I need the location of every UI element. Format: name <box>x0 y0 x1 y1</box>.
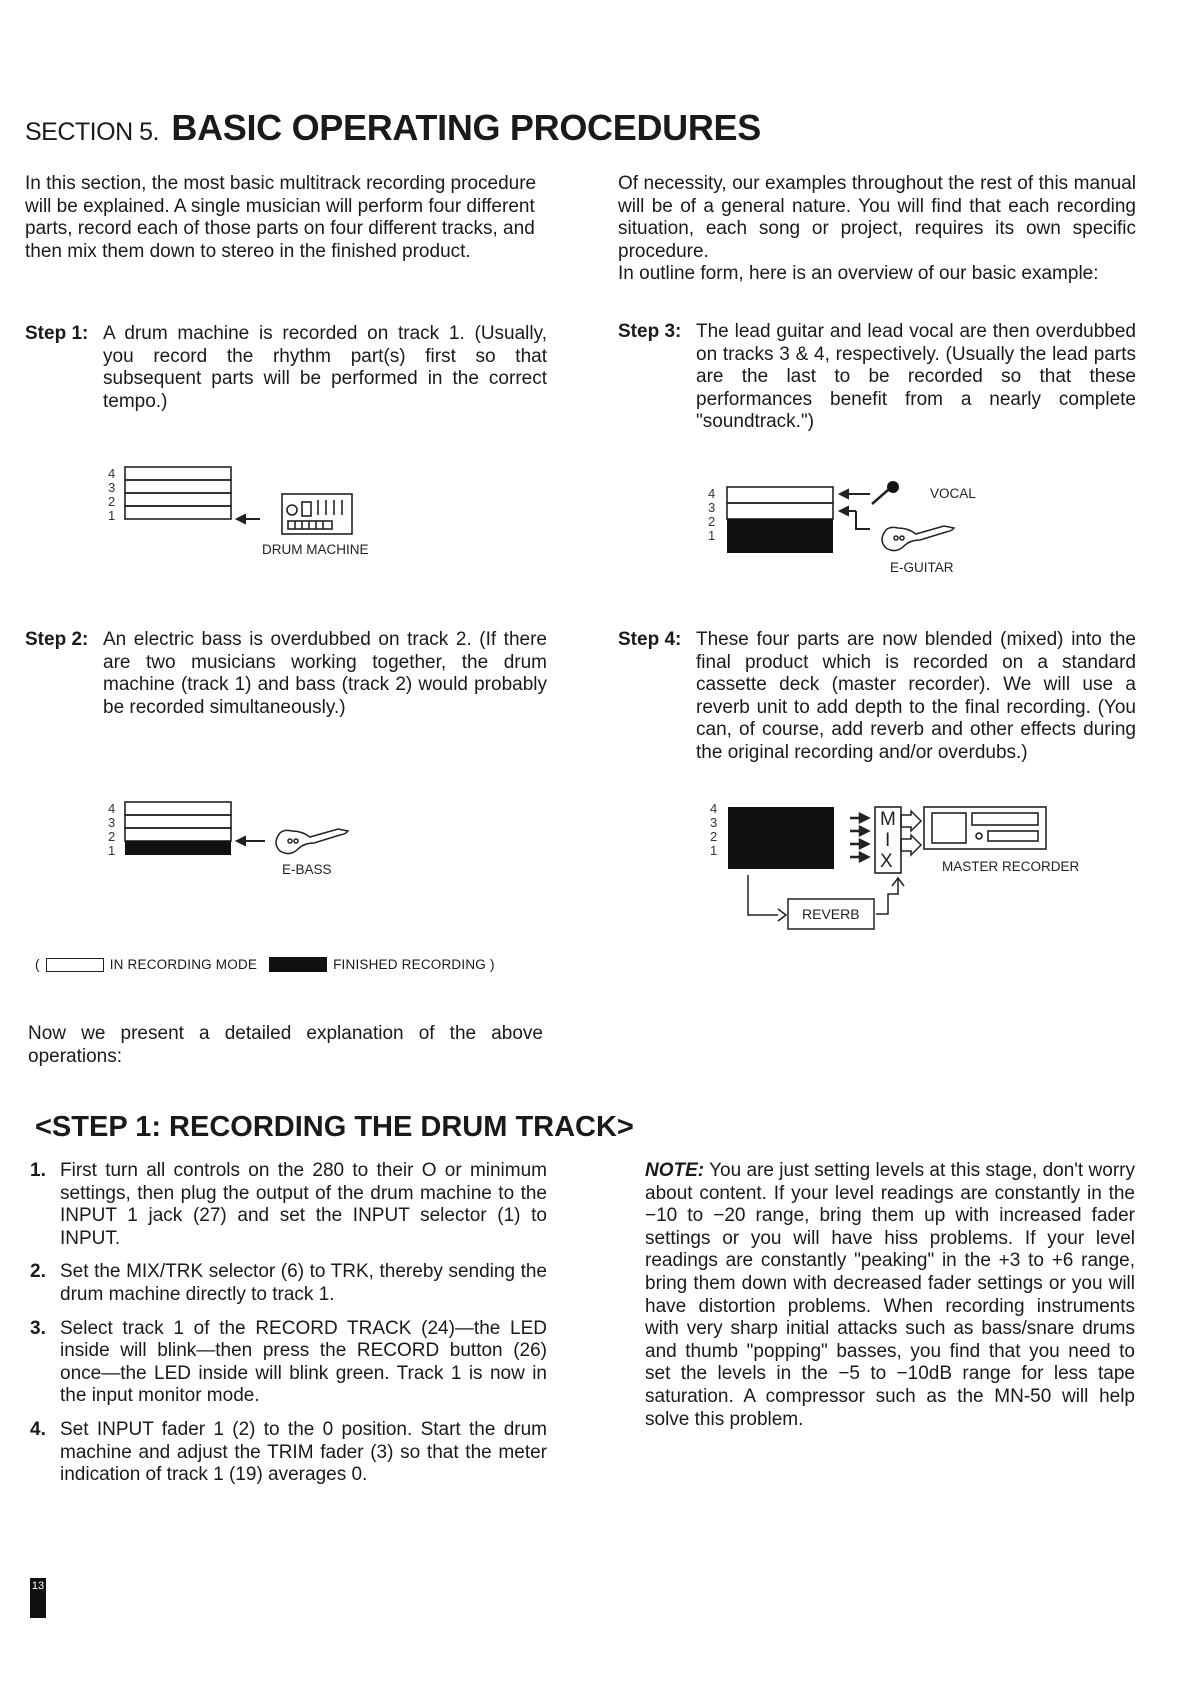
svg-text:M: M <box>880 809 896 830</box>
item-number: 3. <box>30 1317 46 1339</box>
legend-swatch-open <box>46 958 104 972</box>
step-label: Step 3: <box>618 321 682 342</box>
note-text: You are just setting levels at this stage, don't worry about content. If your level readings are constantly in the −10 to −20 range, bring them up with increased fader settings or you will have hiss problems. If your level readings are constantly "peaking" in the +3 to +6 range, bring them down with decreased fader settings or you will have distortion problems. When recording instruments with very sharp initial attacks such as bass/snare drums and thumb "popping" basses, you find that you need to set the levels in the −5 to −10dB range for less tape saturation. A compressor such as the MN-50 will help solve this problem. <box>645 1160 1135 1430</box>
svg-text:4: 4 <box>108 466 116 481</box>
svg-text:3: 3 <box>108 815 116 830</box>
svg-text:4: 4 <box>708 486 716 501</box>
step-2 <box>25 629 547 719</box>
svg-text:1: 1 <box>108 843 116 858</box>
diagram-step2 <box>100 795 360 885</box>
list-item <box>30 1160 547 1250</box>
item-text: Select track 1 of the RECORD TRACK (24)—the LED inside will blink—then press the RECORD button (26) once—the LED inside will blink green. Track 1 is now in the input monitor mode. <box>60 1317 547 1407</box>
legend-close: ) <box>489 957 495 972</box>
note-label: NOTE: <box>645 1160 705 1181</box>
item-number: 2. <box>30 1261 46 1283</box>
svg-text:2: 2 <box>108 494 116 509</box>
legend-swatch-filled <box>269 957 327 972</box>
step-1 <box>25 323 547 413</box>
svg-text:1: 1 <box>108 508 116 523</box>
note <box>645 1160 1135 1431</box>
track-numbers <box>710 801 717 858</box>
list-item <box>30 1419 547 1487</box>
item-text: Set the MIX/TRK selector (6) to TRK, thereby sending the drum machine directly to track 1. <box>60 1261 547 1305</box>
section-label: SECTION 5. <box>25 118 159 146</box>
intro-right-para-1: Of necessity, our examples throughout the rest of this manual will be of a general nature. You will find that each recording situation, each song or project, requires its own specific procedure. <box>618 173 1136 262</box>
legend-open: ( <box>35 957 40 972</box>
legend-in-recording: IN RECORDING MODE <box>109 957 258 972</box>
list-item <box>30 1261 547 1306</box>
step-label: Step 2: <box>25 629 89 650</box>
track-numbers <box>108 466 115 523</box>
bass-guitar-icon <box>276 829 348 854</box>
section-heading <box>25 107 761 149</box>
arrow-icon <box>850 814 868 861</box>
step-text: These four parts are now blended (mixed) into the final product which is recorded on a standard cassette deck (master recorder). We will use a reverb unit to add depth to the final recording. (You can, of course, add reverb and other effects during the original recording and/or overdubs.) <box>696 629 1136 763</box>
svg-text:I: I <box>885 830 891 851</box>
page-title: BASIC OPERATING PROCEDURES <box>171 107 761 148</box>
step1-heading: <STEP 1: RECORDING THE DRUM TRACK> <box>35 1111 634 1143</box>
svg-text:3: 3 <box>708 500 716 515</box>
step-3 <box>618 321 1136 434</box>
step-label: Step 4: <box>618 629 682 650</box>
mix-letters <box>880 809 896 872</box>
arrow-icon <box>840 507 870 529</box>
master-recorder-label <box>942 859 1080 874</box>
drum-machine-label: DRUM MACHINE <box>262 542 369 557</box>
reverb-label: REVERB <box>802 906 860 922</box>
page-number-tab <box>30 1578 46 1618</box>
legend-finished: FINISHED RECORDING <box>333 957 486 972</box>
svg-text:4: 4 <box>108 801 116 816</box>
intro-right <box>618 173 1136 286</box>
item-number: 4. <box>30 1418 46 1440</box>
diagram-step4 <box>700 795 1080 930</box>
item-number: 1. <box>30 1160 46 1181</box>
track-bars <box>125 467 231 519</box>
svg-text:X: X <box>880 851 893 872</box>
svg-text:MASTER RECORDER: MASTER RECORDER <box>942 859 1080 874</box>
arrow-icon <box>237 515 260 523</box>
item-text: Set INPUT fader 1 (2) to the 0 position. Start the drum machine and adjust the TRIM fader (3) so that the meter indication of track 1 (19) averages 0. <box>60 1418 547 1486</box>
diagram-step3 <box>700 480 1000 580</box>
vocal-label: VOCAL <box>930 486 976 501</box>
arrow-icon <box>237 837 265 845</box>
instruction-list <box>30 1160 547 1498</box>
svg-text:2: 2 <box>108 829 116 844</box>
page-number: 13 <box>31 1580 45 1592</box>
svg-text:2: 2 <box>708 514 716 529</box>
microphone-icon <box>872 481 899 504</box>
intro-right-para-2: In outline form, here is an overview of our basic example: <box>618 263 1099 285</box>
guitar-icon <box>882 526 954 551</box>
drum-machine-icon <box>282 494 352 534</box>
step-text: A drum machine is recorded on track 1. (Usually, you record the rhythm part(s) first so that subsequent parts will be performed in the correct tempo.) <box>103 323 547 412</box>
svg-text:1: 1 <box>708 528 716 543</box>
track-bars <box>125 802 231 855</box>
track-numbers <box>108 801 115 858</box>
track-numbers <box>708 486 715 543</box>
svg-text:3: 3 <box>710 815 718 830</box>
cassette-deck-icon <box>924 807 1046 849</box>
diagram-step1 <box>100 460 400 565</box>
step-text: An electric bass is overdubbed on track 2. (If there are two musicians working together, the drum machine (track 1) and bass (track 2) would probably be recorded simultaneously.) <box>103 629 547 718</box>
transition-text: Now we present a detailed explanation of the above operations: <box>28 1023 543 1067</box>
e-guitar-label: E-GUITAR <box>890 560 954 575</box>
list-item <box>30 1318 547 1408</box>
svg-text:3: 3 <box>108 480 116 495</box>
intro-left: In this section, the most basic multitrack recording procedure will be explained. A single musician will perform four different parts, record each of those parts on four different tracks, and then mix them down to stereo in the finished product. <box>25 173 537 262</box>
arrow-icon <box>840 490 870 498</box>
track-bars <box>727 487 833 553</box>
item-text: First turn all controls on the 280 to their O or minimum settings, then plug the output of the drum machine to the INPUT 1 jack (27) and set the INPUT selector (1) to INPUT. <box>60 1160 547 1249</box>
finished-tracks <box>728 807 834 869</box>
step-label: Step 1: <box>25 323 89 344</box>
legend <box>35 957 495 972</box>
svg-text:2: 2 <box>710 829 718 844</box>
e-bass-label: E-BASS <box>282 862 332 877</box>
step-text: The lead guitar and lead vocal are then overdubbed on tracks 3 & 4, respectively. (Usually the lead parts are the last to be recorded so that these performances benefit from a nearly complete "soundtrack.") <box>696 321 1136 433</box>
svg-text:1: 1 <box>710 843 718 858</box>
arrow-icon <box>901 811 921 855</box>
svg-text:4: 4 <box>710 801 718 816</box>
step-4 <box>618 629 1136 765</box>
